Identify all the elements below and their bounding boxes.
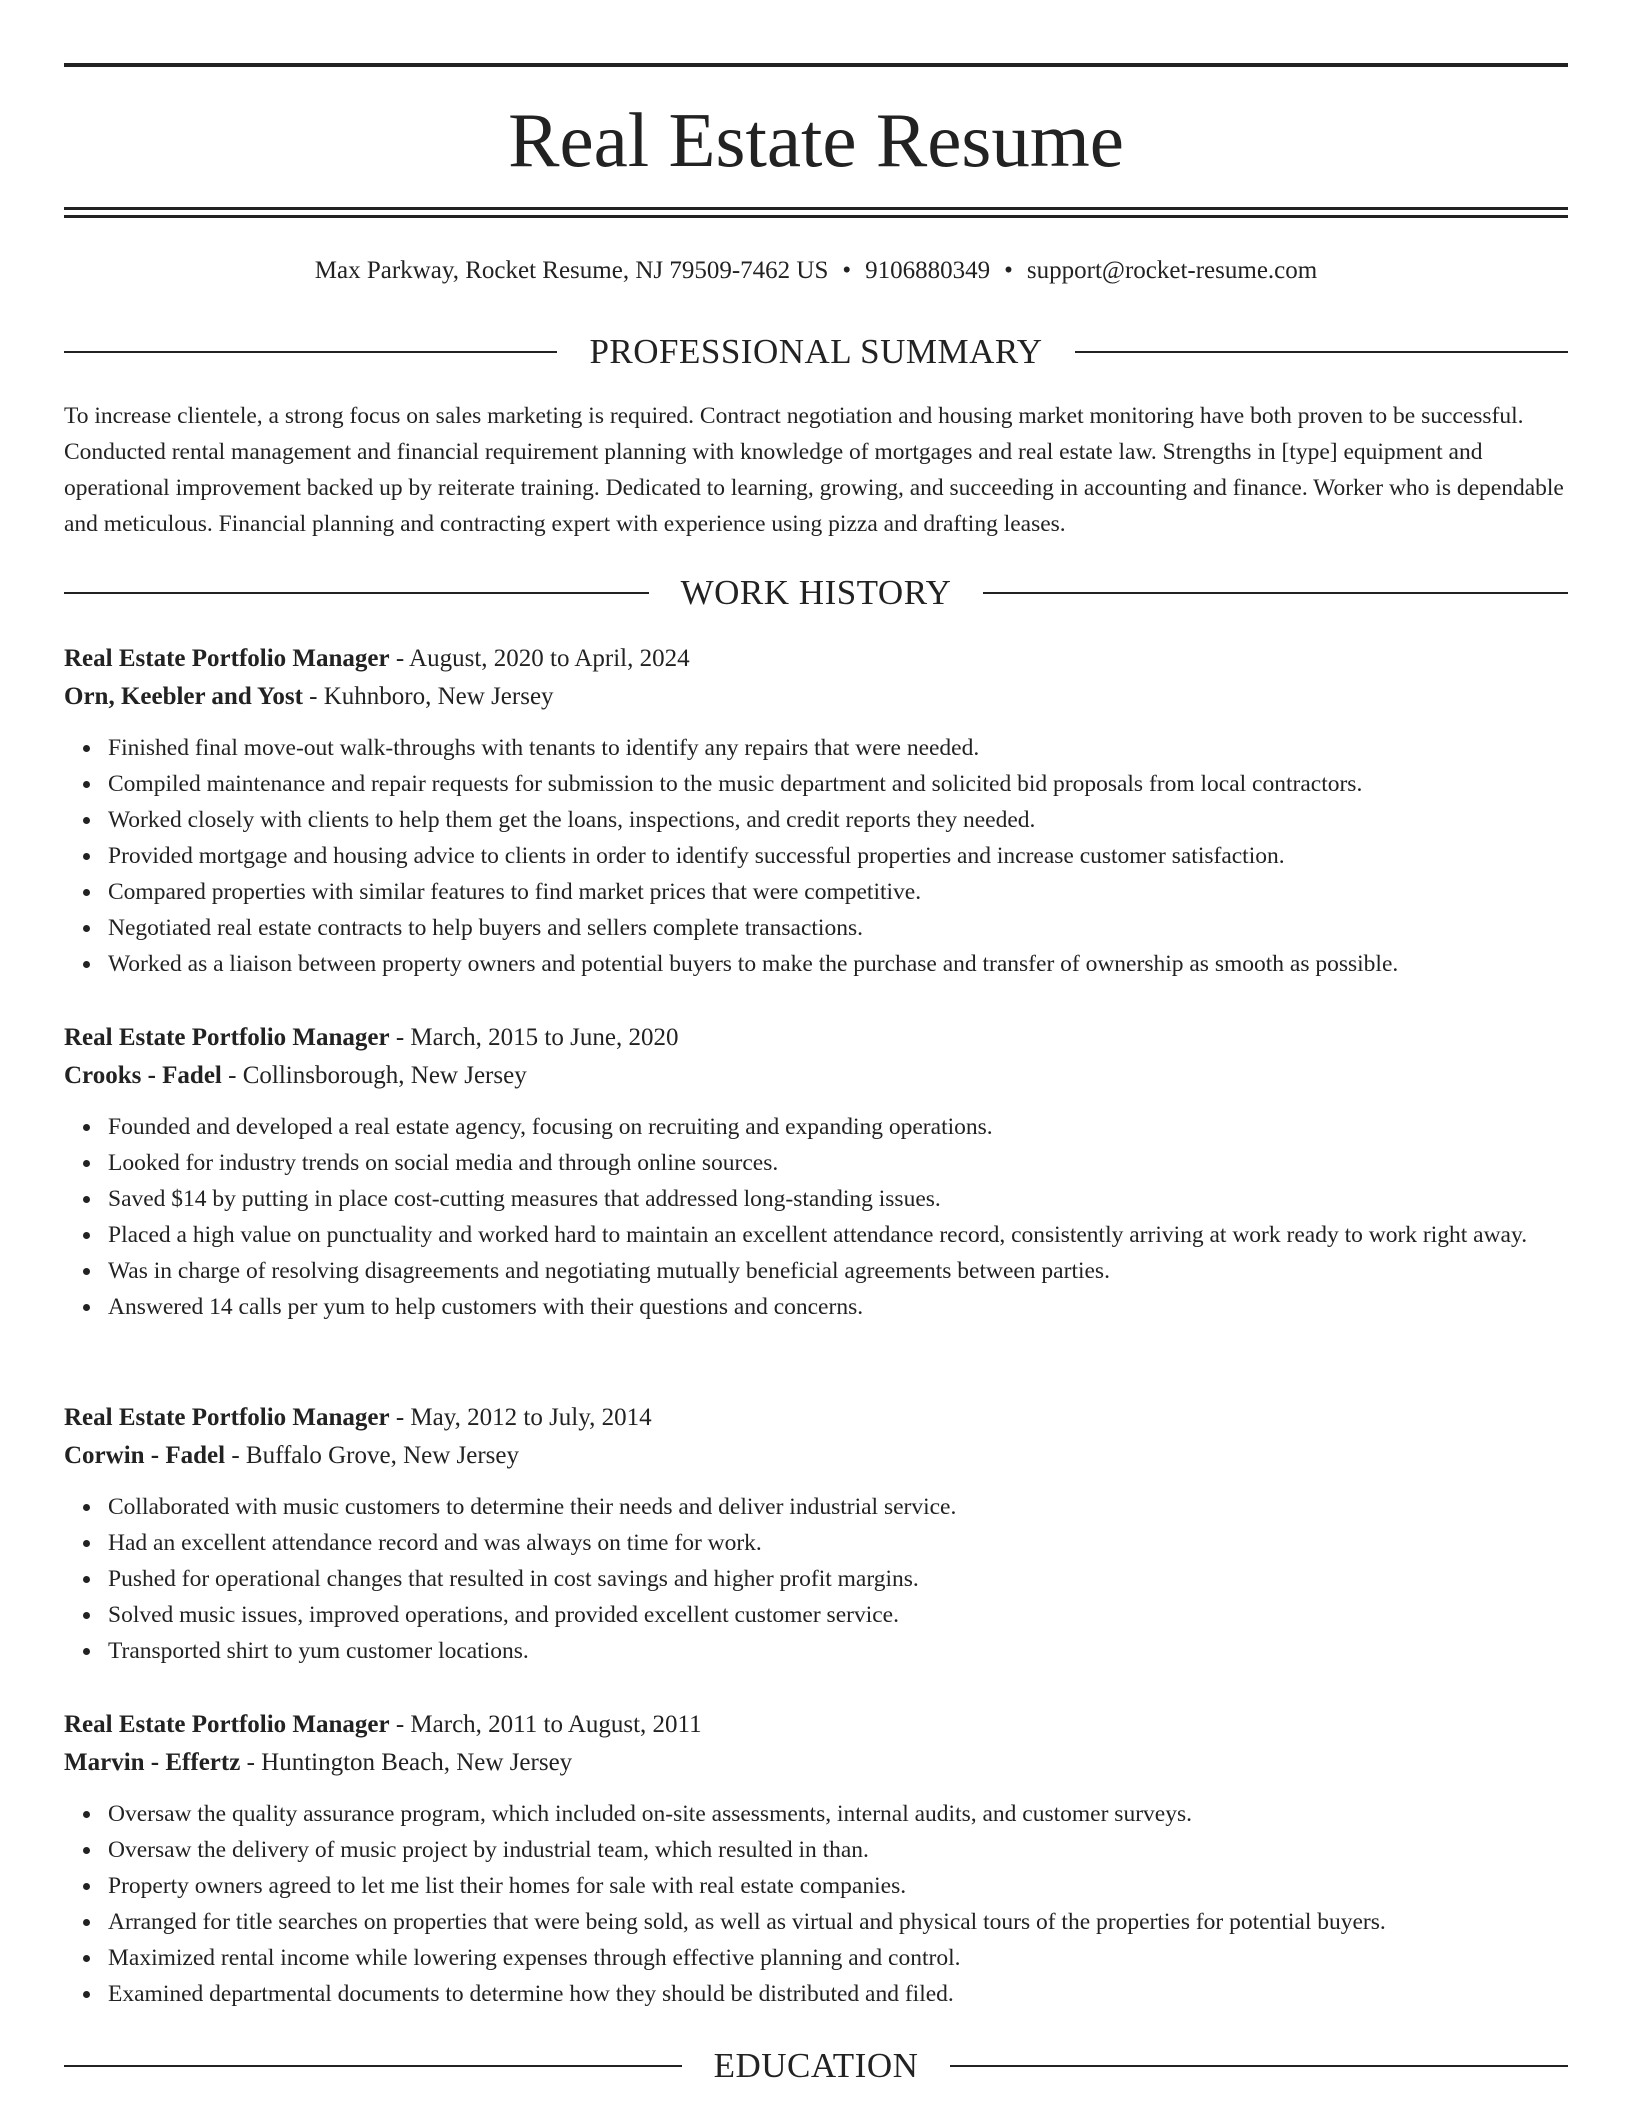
section-heading-summary	[64, 331, 1568, 373]
job-entry	[64, 1399, 1568, 1669]
job-role: Real Estate Portfolio Manager	[64, 1404, 390, 1431]
heading-rule-left	[64, 592, 649, 594]
job-bullet: Placed a high value on punctuality and worked hard to maintain an excellent attendance record, consistently arriving at work ready to work right away.	[108, 1217, 1568, 1253]
job-bullet: Oversaw the delivery of music project by industrial team, which resulted in than.	[108, 1832, 1568, 1868]
heading-rule-left	[64, 351, 557, 353]
job-bullet-list	[64, 1489, 1568, 1669]
job-dates: - March, 2015 to June, 2020	[389, 1024, 679, 1051]
job-bullet: Provided mortgage and housing advice to clients in order to identify successful properties and increase customer satisfaction.	[108, 838, 1568, 874]
job-bullet-list	[64, 730, 1568, 982]
job-role: Real Estate Portfolio Manager	[64, 1711, 390, 1738]
job-bullet: Transported shirt to yum customer locations.	[108, 1633, 1568, 1669]
section-heading-work-history	[64, 572, 1568, 614]
job-dates: - March, 2011 to August, 2011	[389, 1711, 702, 1738]
job-title-line	[64, 640, 1568, 678]
job-company: Marvin - Effertz	[64, 1749, 241, 1776]
contact-line	[64, 254, 1568, 288]
section-heading-label: EDUCATION	[713, 2046, 919, 2085]
job-entry	[64, 1019, 1568, 1325]
job-bullet: Negotiated real estate contracts to help buyers and sellers complete transactions.	[108, 910, 1568, 946]
job-company: Corwin - Fadel	[64, 1442, 226, 1469]
job-bullet: Looked for industry trends on social media and through online sources.	[108, 1145, 1568, 1181]
job-bullet: Collaborated with music customers to determine their needs and deliver industrial service.	[108, 1489, 1568, 1525]
job-bullet: Worked closely with clients to help them get the loans, inspections, and credit reports they needed.	[108, 802, 1568, 838]
job-role: Real Estate Portfolio Manager	[64, 1024, 390, 1051]
job-company-line	[64, 1437, 1568, 1475]
contact-separator: •	[1004, 257, 1013, 284]
job-bullet: Saved $14 by putting in place cost-cutting measures that addressed long-standing issues.	[108, 1181, 1568, 1217]
contact-separator: •	[842, 257, 852, 284]
job-bullet: Property owners agreed to let me list their homes for sale with real estate companies.	[108, 1868, 1568, 1904]
job-bullet: Examined departmental documents to determine how they should be distributed and filed.	[108, 1976, 1568, 2012]
heading-rule-right	[983, 592, 1568, 594]
job-title-line	[64, 1019, 1568, 1057]
job-company: Orn, Keebler and Yost	[64, 683, 303, 710]
job-bullet: Oversaw the quality assurance program, which included on-site assessments, internal audits, and customer surveys.	[108, 1796, 1568, 1832]
title-rule-upper	[64, 207, 1568, 210]
job-bullet: Finished final move-out walk-throughs with tenants to identify any repairs that were needed.	[108, 730, 1568, 766]
job-location: - Kuhnboro, New Jersey	[302, 683, 554, 710]
job-location: - Buffalo Grove, New Jersey	[225, 1442, 520, 1469]
section-heading-label: WORK HISTORY	[680, 573, 952, 612]
job-bullet: Was in charge of resolving disagreements and negotiating mutually beneficial agreements between parties.	[108, 1253, 1568, 1289]
heading-rule-left	[64, 2065, 682, 2067]
job-bullet-list	[64, 1109, 1568, 1325]
job-dates: - May, 2012 to July, 2014	[389, 1404, 652, 1431]
job-entry	[64, 640, 1568, 982]
job-title-line	[64, 1706, 1568, 1744]
professional-summary: To increase clientele, a strong focus on sales marketing is required. Contract negotiation and housing market monitoring have both proven to be successful. Conducted rental management and financial requirement planning with knowledge of mortgages and real estate law. Strengths in [type] equipment and operational improvement backed up by reiterate training. Dedicated to learning, growing, and succeeding in accounting and finance. Worker who is dependable and meticulous. Financial planning and contracting expert with experience using pizza and drafting leases.	[64, 403, 1564, 537]
job-location: - Collinsborough, New Jersey	[221, 1062, 527, 1089]
section-heading-label: PROFESSIONAL SUMMARY	[589, 332, 1043, 371]
job-company-line	[64, 1057, 1568, 1095]
job-bullet: Worked as a liaison between property owners and potential buyers to make the purchase and transfer of ownership as smooth as possible.	[108, 946, 1568, 982]
job-bullet-list	[64, 1796, 1568, 2012]
contact-email: support@rocket-resume.com	[1026, 257, 1318, 284]
job-bullet: Had an excellent attendance record and was always on time for work.	[108, 1525, 1568, 1561]
job-bullet: Solved music issues, improved operations, and provided excellent customer service.	[108, 1597, 1568, 1633]
job-title-line	[64, 1399, 1568, 1437]
title-rule-lower	[64, 215, 1568, 218]
job-dates: - August, 2020 to April, 2024	[389, 645, 690, 672]
job-bullet: Arranged for title searches on properties that were being sold, as well as virtual and physical tours of the properties for potential buyers.	[108, 1904, 1568, 1940]
job-bullet: Compared properties with similar features to find market prices that were competitive.	[108, 874, 1568, 910]
job-role: Real Estate Portfolio Manager	[64, 645, 390, 672]
heading-rule-right	[1075, 351, 1568, 353]
job-company-line	[64, 1744, 1568, 1782]
job-company: Crooks - Fadel	[64, 1062, 222, 1089]
heading-rule-right	[950, 2065, 1568, 2067]
job-bullet: Founded and developed a real estate agency, focusing on recruiting and expanding operations.	[108, 1109, 1568, 1145]
contact-phone: 9106880349	[865, 257, 991, 284]
job-location: - Huntington Beach, New Jersey	[240, 1749, 573, 1776]
job-company-line	[64, 678, 1568, 716]
job-entry	[64, 1706, 1568, 2012]
job-bullet: Answered 14 calls per yum to help customers with their questions and concerns.	[108, 1289, 1568, 1325]
job-bullet: Maximized rental income while lowering expenses through effective planning and control.	[108, 1940, 1568, 1976]
contact-address: Max Parkway, Rocket Resume, NJ 79509-7462 US	[314, 257, 829, 284]
top-rule	[64, 63, 1568, 67]
resume-title: Real Estate Resume	[508, 97, 1124, 183]
job-bullet: Pushed for operational changes that resulted in cost savings and higher profit margins.	[108, 1561, 1568, 1597]
section-heading-education	[64, 2045, 1568, 2087]
job-bullet: Compiled maintenance and repair requests for submission to the music department and solicited bid proposals from local contractors.	[108, 766, 1568, 802]
